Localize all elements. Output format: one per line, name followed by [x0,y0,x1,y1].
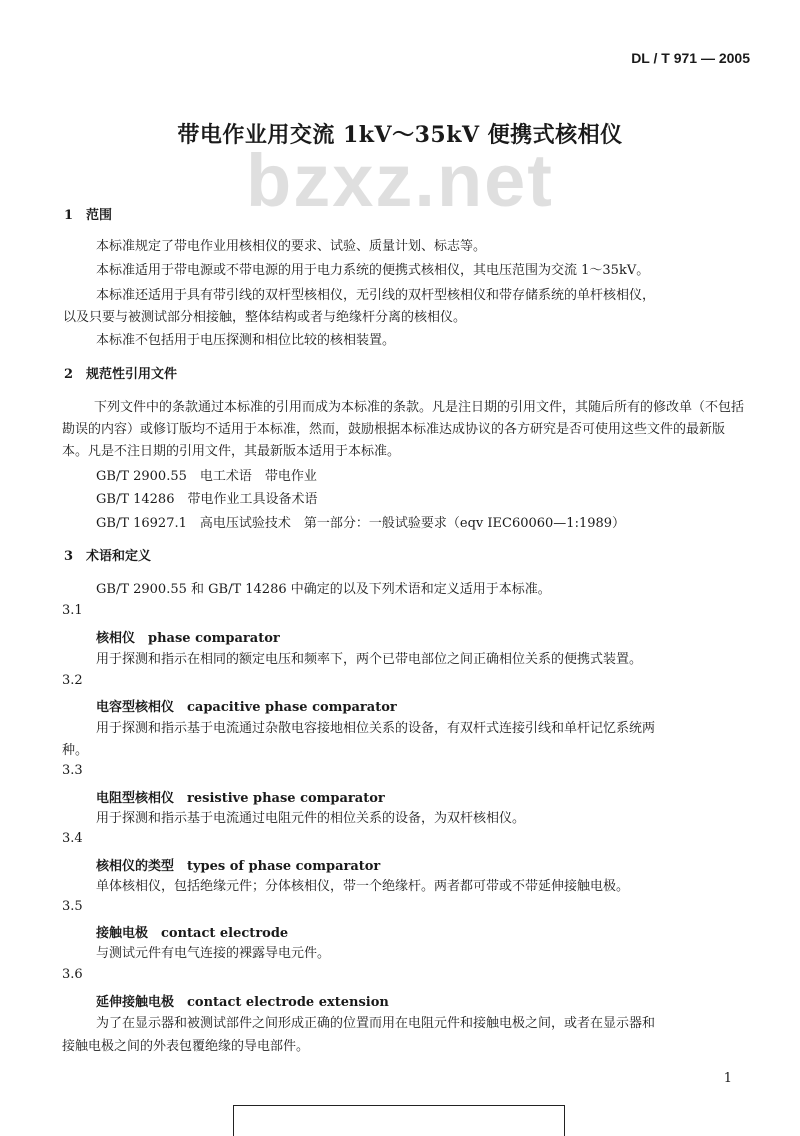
term-title: 核相仪 phase comparator [96,631,280,646]
term-title: 电容型核相仪 capacitive phase comparator [96,700,397,715]
term-title: 电阻型核相仪 resistive phase comparator [96,791,385,806]
section-1-heading: 1 范围 [64,208,113,223]
term-number: 3.6 [62,967,83,982]
section-1-paragraph: 本标准规定了带电作业用核相仪的要求、试验、质量计划、标志等。 [96,239,487,254]
page-number: 1 [723,1071,732,1086]
section-1-paragraph: 以及只要与被测试部分相接触，整体结构或者与绝缘杆分离的核相仪。 [63,310,467,325]
term-number: 3.2 [62,673,83,688]
section-2-paragraph: 下列文件中的条款通过本标准的引用而成为本标准的条款。凡是注日期的引用文件，其随后所有的修改单（不包括勘误的内容）或修订版均不适用于本标准，然而，鼓励根据本标准达成协议的各方研究是否可使用这些文件的最新版本。凡是不注日期的引用文件，其最新版本适用于本标准。 [62,400,745,459]
term-title: 接触电极 contact electrode [96,926,289,941]
reference-item: GB/T 14286 带电作业工具设备术语 [96,492,318,507]
watermark: bzxz.net [246,139,554,222]
term-number: 3.3 [62,763,83,778]
reference-item: GB/T 16927.1 高电压试验技术 第一部分：一般试验要求（eqv IEC60060—1:1989） [96,516,626,531]
term-definition: 接触电极之间的外表包覆绝缘的导电部件。 [62,1039,310,1054]
term-definition: 种。 [62,743,89,758]
term-definition: 用于探测和指示基于电流通过电阻元件的相位关系的设备，为双杆核相仪。 [96,811,526,826]
section-3-intro: GB/T 2900.55 和 GB/T 14286 中确定的以及下列术语和定义适用于本标准。 [96,582,551,597]
document-title: 带电作业用交流 1kV～35kV 便携式核相仪 [177,122,623,148]
section-3-heading: 3 术语和定义 [64,549,152,564]
standard-code: DL / T 971 — 2005 [631,50,750,66]
term-number: 3.5 [62,899,83,914]
section-2-heading: 2 规范性引用文件 [64,367,178,382]
term-definition: 与测试元件有电气连接的裸露导电元件。 [96,946,331,961]
term-definition: 用于探测和指示在相同的额定电压和频率下，两个已带电部位之间正确相位关系的便携式装置。 [96,652,643,667]
footer-box [233,1105,565,1136]
section-1-paragraph: 本标准不包括用于电压探测和相位比较的核相装置。 [96,333,396,348]
term-number: 3.4 [62,831,83,846]
term-definition: 单体核相仪，包括绝缘元件；分体核相仪，带一个绝缘杆。两者都可带或不带延伸接触电极。 [96,879,630,894]
term-definition: 用于探测和指示基于电流通过杂散电容接地相位关系的设备，有双杆式连接引线和单杆记忆系统两 [96,721,656,736]
term-definition: 为了在显示器和被测试部件之间形成正确的位置而用在电阻元件和接触电极之间，或者在显示器和 [96,1016,656,1031]
section-1-paragraph: 本标准适用于带电源或不带电源的用于电力系统的便携式核相仪，其电压范围为交流 1～35kV。 [96,263,650,278]
section-1-paragraph: 本标准还适用于具有带引线的双杆型核相仪，无引线的双杆型核相仪和带存储系统的单杆核相仪， [96,288,656,303]
term-number: 3.1 [62,603,83,618]
term-title: 延伸接触电极 contact electrode extension [96,995,389,1010]
reference-item: GB/T 2900.55 电工术语 带电作业 [96,469,317,484]
term-title: 核相仪的类型 types of phase comparator [96,859,381,874]
